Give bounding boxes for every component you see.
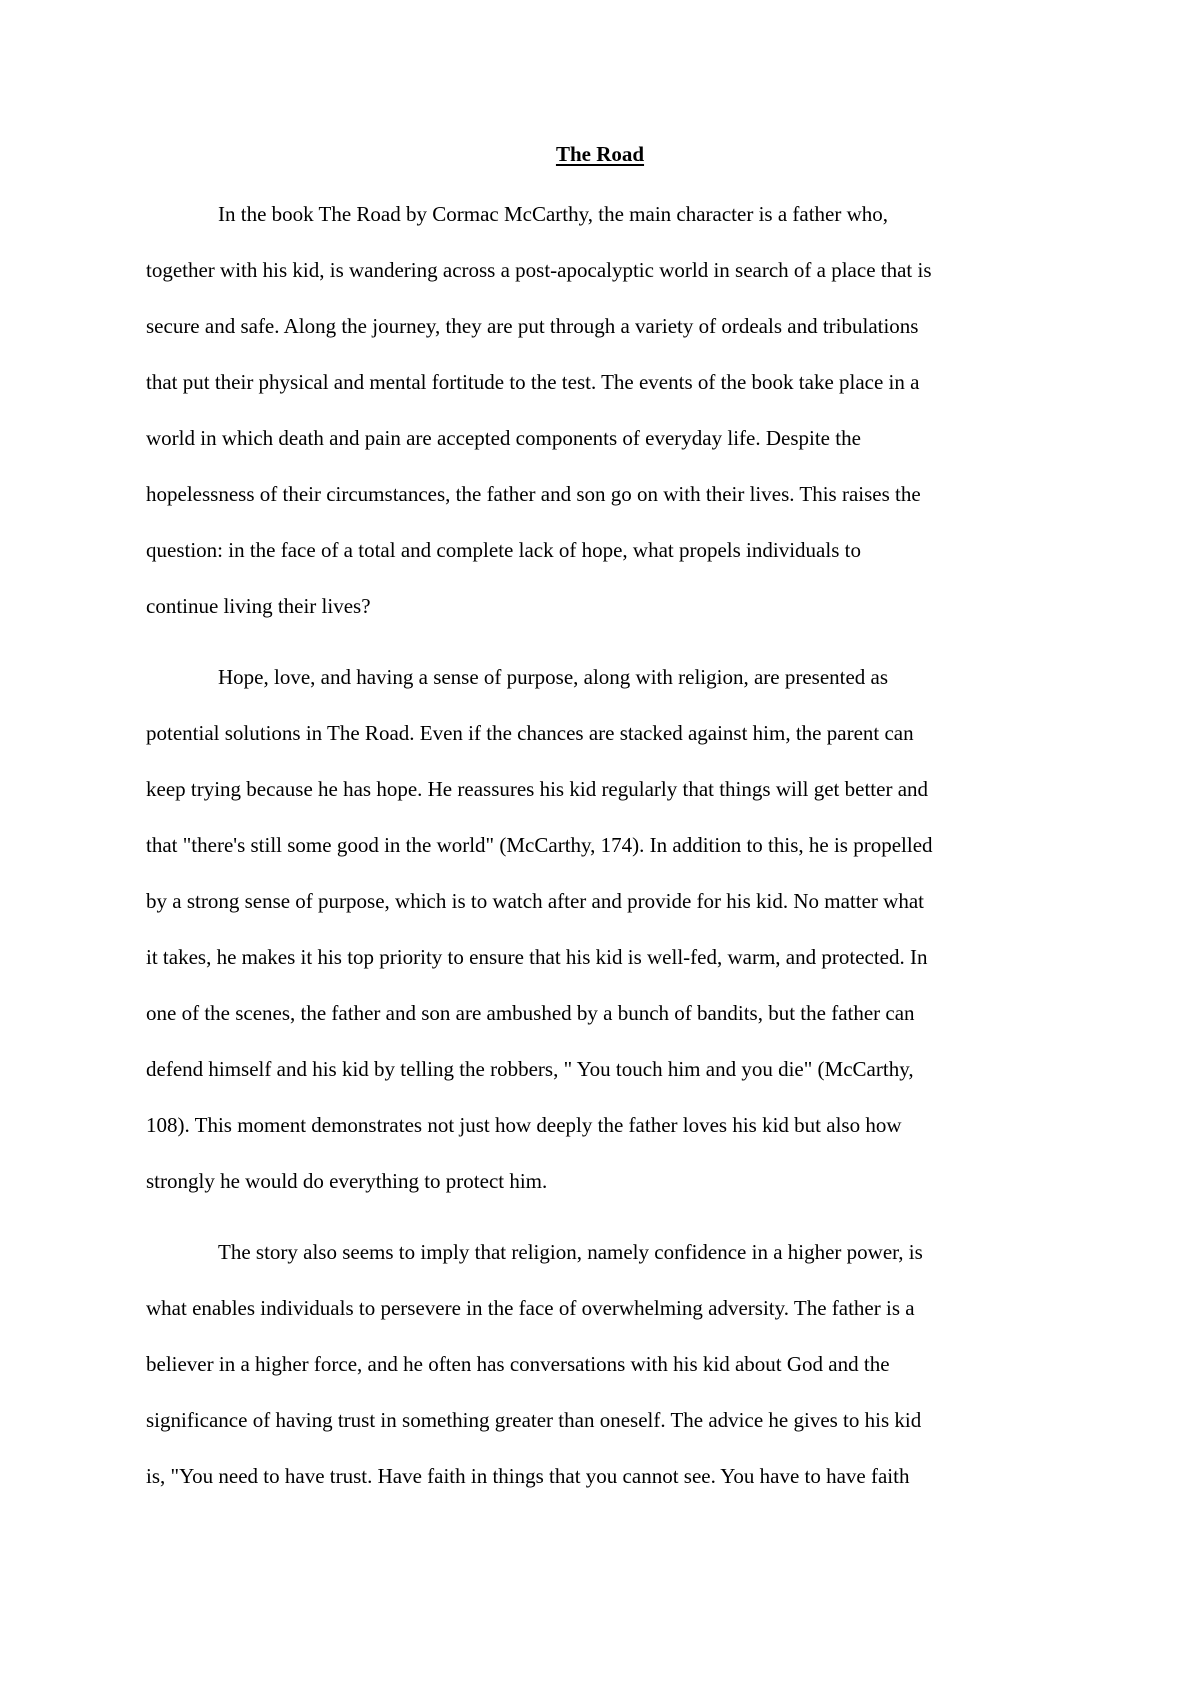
text-line: 108). This moment demonstrates not just how deeply the father loves his kid but also how	[146, 1113, 902, 1137]
text-line: continue living their lives?	[146, 594, 371, 618]
paragraph-1	[146, 186, 1066, 634]
text-line: that put their physical and mental fortitude to the test. The events of the book take place in a	[146, 370, 920, 394]
text-line: one of the scenes, the father and son are ambushed by a bunch of bandits, but the father can	[146, 1001, 915, 1025]
text-line: believer in a higher force, and he often has conversations with his kid about God and the	[146, 1352, 890, 1376]
text-line: that "there's still some good in the world" (McCarthy, 174). In addition to this, he is propelled	[146, 833, 933, 857]
text-line: hopelessness of their circumstances, the father and son go on with their lives. This raises the	[146, 482, 921, 506]
text-line: world in which death and pain are accepted components of everyday life. Despite the	[146, 426, 861, 450]
text-line: secure and safe. Along the journey, they are put through a variety of ordeals and tribulations	[146, 314, 919, 338]
text-line: In the book The Road by Cormac McCarthy, the main character is a father who,	[218, 202, 889, 226]
text-line: significance of having trust in something greater than oneself. The advice he gives to his kid	[146, 1408, 922, 1432]
text-line: The story also seems to imply that religion, namely confidence in a higher power, is	[218, 1240, 923, 1264]
paragraph-2	[146, 649, 1066, 1209]
text-line: keep trying because he has hope. He reassures his kid regularly that things will get better and	[146, 777, 929, 801]
paragraph-gap	[146, 634, 1066, 649]
text-line: potential solutions in The Road. Even if the chances are stacked against him, the parent can	[146, 721, 914, 745]
text-line: is, "You need to have trust. Have faith in things that you cannot see. You have to have faith	[146, 1464, 910, 1488]
text-line: Hope, love, and having a sense of purpose, along with religion, are presented as	[218, 665, 889, 689]
text-line: together with his kid, is wandering across a post-apocalyptic world in search of a place that is	[146, 258, 932, 282]
document-body	[146, 186, 1066, 1504]
document-title: The Road	[555, 142, 645, 166]
text-line: question: in the face of a total and complete lack of hope, what propels individuals to	[146, 538, 861, 562]
text-line: it takes, he makes it his top priority to ensure that his kid is well-fed, warm, and protected. In	[146, 945, 928, 969]
paragraph-gap	[146, 1209, 1066, 1224]
text-line: defend himself and his kid by telling the robbers, " You touch him and you die" (McCarthy,	[146, 1057, 914, 1081]
paragraph-3	[146, 1224, 1066, 1504]
text-line: by a strong sense of purpose, which is to watch after and provide for his kid. No matter what	[146, 889, 924, 913]
text-line: strongly he would do everything to protect him.	[146, 1169, 548, 1193]
text-line: what enables individuals to persevere in the face of overwhelming adversity. The father is a	[146, 1296, 915, 1320]
